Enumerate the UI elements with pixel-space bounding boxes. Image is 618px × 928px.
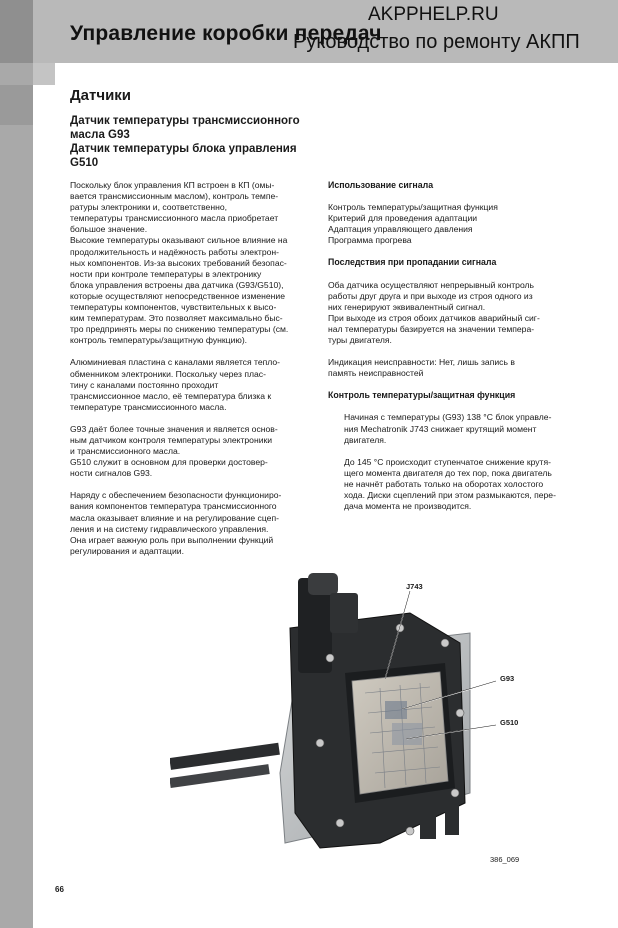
paragraph: При выходе из строя обоих датчиков аварийный сиг- нал температуры базируется на значении темпера- туры двигателя. — [328, 312, 540, 346]
paragraph: Индикация неисправности: Нет, лишь запись в память неисправностей — [328, 357, 515, 379]
header-title: Управление коробки передач — [70, 22, 382, 45]
mechatronik-figure — [170, 573, 520, 873]
list-item: Программа прогрева — [328, 235, 412, 246]
decor-square — [0, 0, 33, 63]
right-column — [328, 180, 560, 523]
list-item: Адаптация управляющего давления — [328, 224, 473, 235]
watermark-site: AKPPHELP.RU — [368, 4, 499, 25]
usage-list — [328, 202, 560, 246]
figure-code: 386_069 — [490, 855, 520, 864]
mechatronik-illustration — [170, 573, 510, 873]
sub-heading: Датчик температуры трансмиссионного масла G93 Датчик температуры блока управления G510 — [70, 115, 300, 169]
paragraph: G510 служит в основном для проверки достовер- ности сигналов G93. — [70, 457, 268, 479]
figure-label-g93: G93 — [500, 674, 515, 683]
watermark-tagline: Руководство по ремонту АКПП — [293, 31, 580, 53]
list-item: Критерий для проведения адаптации — [328, 213, 478, 224]
page-number: 66 — [55, 885, 64, 894]
figure-label-j743: J743 — [406, 582, 423, 591]
protection-heading: Контроль температуры/защитная функция — [328, 390, 516, 401]
paragraph: Наряду с обеспечением безопасности функциониро- вания компонентов температура трансмиссионного масла оказывает влияние и на регулирование сцеп- ления и на систему гидравлического управления. Она играет важную роль при выполнении функций регулирования и адаптации. — [70, 490, 282, 556]
paragraph: Высокие температуры оказывают сильное влияние на продолжительность и надёжность работы электрон- ных компонентов. Из-за высоких требований безопас- ности при контроле температуры в электронику блока управления встроены два датчика (G93/G510), которые осуществляют непосредственное изменение температуры компонентов, чувствительных к высо- ким температурам. Это позволяет максимально быс- тро предпринять меры по снижению температуры (см. контроль температуры/защитную функцию). — [70, 235, 289, 346]
section-title: Датчики — [70, 87, 132, 104]
paragraph: Оба датчика осуществляют непрерывный контроль работы друг друга и при выходе из строя одного из них генерируют эквивалентный сигнал. — [328, 279, 535, 312]
paragraph: Поскольку блок управления КП встроен в КП (омы- вается трансмиссионным маслом), контроль темпе- ратуры электроники и, соответственно, температуры трансмиссионного масла приобретает большое значение. — [70, 180, 279, 235]
failure-heading: Последствия при пропадании сигнала — [328, 257, 497, 268]
usage-heading: Использование сигнала — [328, 180, 434, 190]
paragraph: Алюминиевая пластина с каналами является тепло- обменником электроники. Поскольку через плас- тину с каналами постоянно проходит трансмиссионное масло, её температура близка к температуре трансмиссионного масла. — [70, 357, 281, 412]
decor-square — [33, 63, 55, 85]
left-column — [70, 180, 308, 568]
decor-square — [0, 85, 33, 125]
paragraph: До 145 °C происходит ступенчатое снижение крутя- щего момента двигателя до тех пор, пока двигатель не начнёт работать только на оборотах холостого хода. Диски сцеплений при этом размыкаются, пере- дача момента не производится. — [344, 456, 556, 512]
paragraph: G93 даёт более точные значения и является основ- ным датчиком контроля температуры электроники и трансмиссионного масла. — [70, 423, 278, 457]
figure-label-g510: G510 — [500, 718, 519, 727]
left-margin-bar — [0, 0, 33, 928]
list-item: Контроль температуры/защитная функция — [328, 202, 498, 213]
paragraph: Начиная с температуры (G93) 138 °C блок управле- ния Mechatronik J743 снижает крутящий момент двигателя. — [344, 412, 552, 445]
